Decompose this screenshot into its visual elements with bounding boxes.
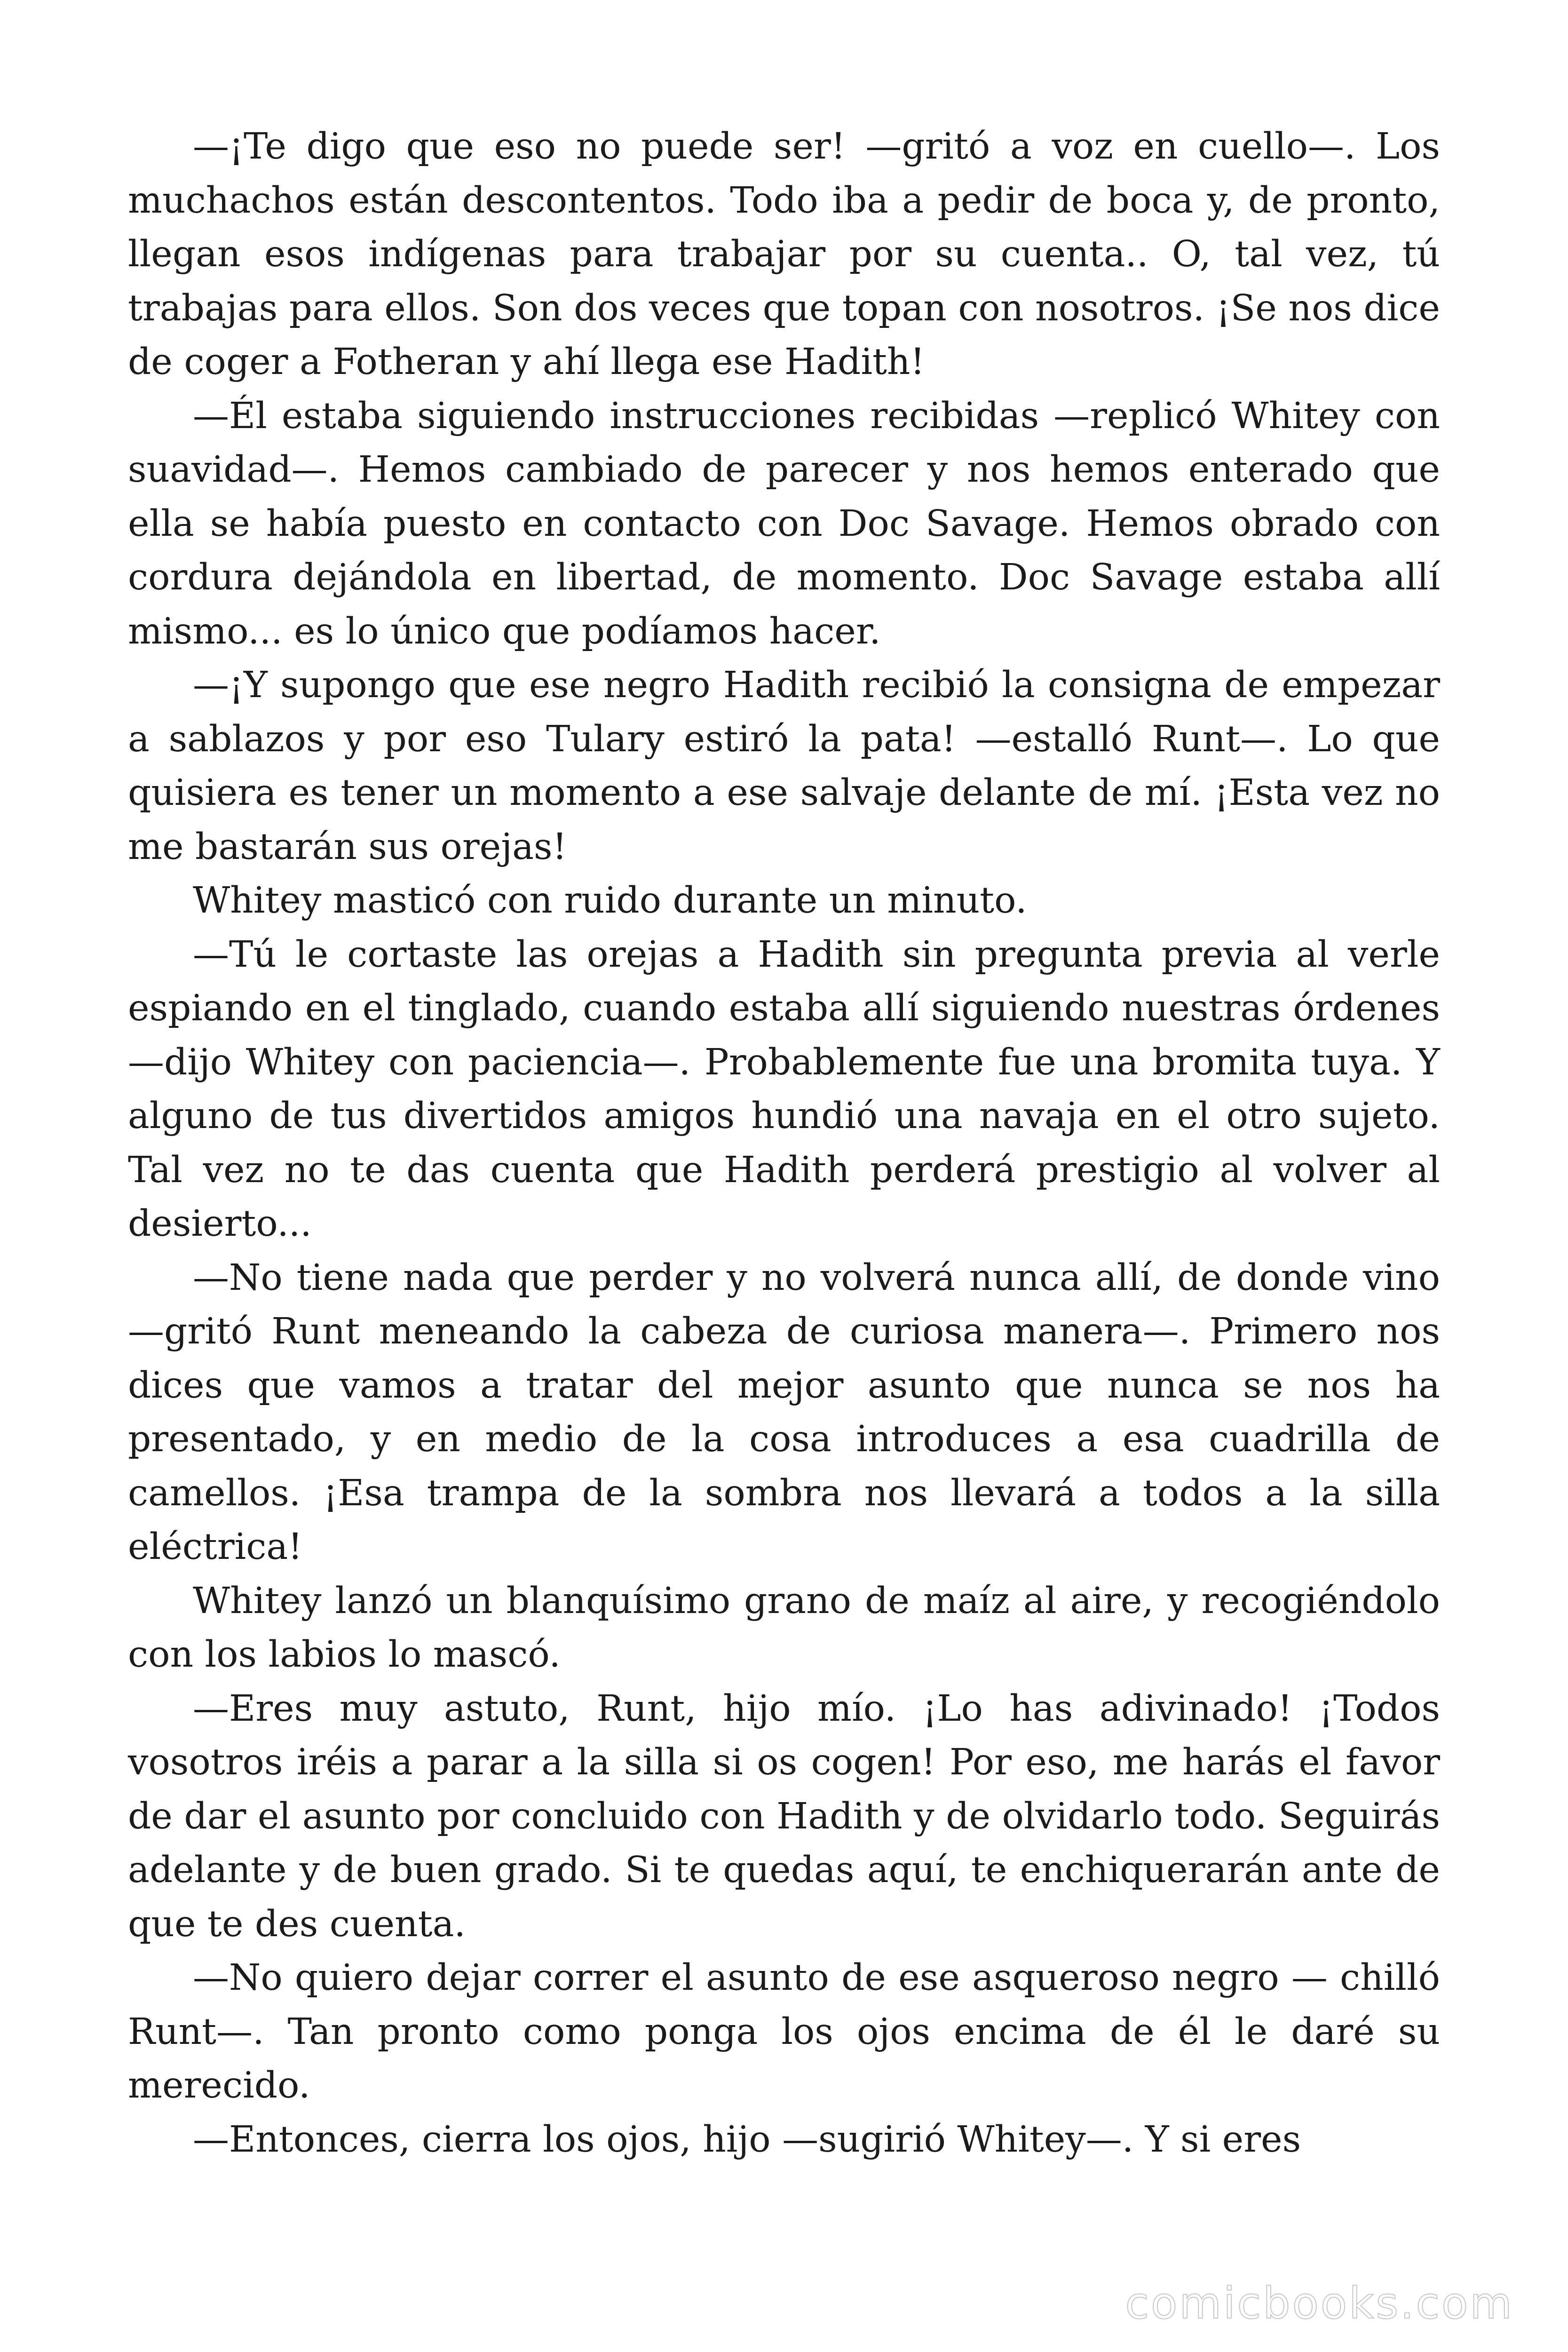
paragraph: Whitey masticó con ruido durante un minuto.	[193, 880, 1027, 922]
paragraph: —No quiero dejar correr el asunto de ese asqueroso negro — chilló Runt—. Tan pronto como ponga los ojos encima de él le daré su merecido.	[128, 1957, 1440, 2106]
body-text	[128, 120, 1440, 2167]
paragraph: Whitey lanzó un blanquísimo grano de maíz al aire, y recogiéndolo con los labios lo mascó.	[128, 1580, 1440, 1676]
paragraph: —Él estaba siguiendo instrucciones recibidas —replicó Whitey con suavidad—. Hemos cambiado de parecer y nos hemos enterado que ella se había puesto en contacto con Doc Savage. Hemos obrado con cordura dejándola en libertad, de momento. Doc Savage estaba allí mismo... es lo único que podíamos hacer.	[128, 395, 1440, 652]
paragraph: —Tú le cortaste las orejas a Hadith sin pregunta previa al verle espiando en el tinglado, cuando estaba allí siguiendo nuestras órdenes —dijo Whitey con paciencia—. Probablemente fue una bromita tuya. Y alguno de tus divertidos amigos hundió una navaja en el otro sujeto. Tal vez no te das cuenta que Hadith perderá prestigio al volver al desierto...	[128, 933, 1440, 1245]
watermark: comicbooks.com	[1125, 2278, 1514, 2328]
paragraph: —Entonces, cierra los ojos, hijo —sugirió Whitey—. Y si eres	[193, 2118, 1301, 2161]
paragraph: —Eres muy astuto, Runt, hijo mío. ¡Lo has adivinado! ¡Todos vosotros iréis a parar a la silla si os cogen! Por eso, me harás el favor de dar el asunto por concluido con Hadith y de olvidarlo todo. Seguirás adelante y de buen grado. Si te quedas aquí, te enchiquerarán ante de que te des cuenta.	[128, 1687, 1440, 1945]
paragraph: —¡Te digo que eso no puede ser! —gritó a voz en cuello—. Los muchachos están descontentos. Todo iba a pedir de boca y, de pronto, llegan esos indígenas para trabajar por su cuenta.. O, tal vez, tú trabajas para ellos. Son dos veces que topan con nosotros. ¡Se nos dice de coger a Fotheran y ahí llega ese Hadith!	[128, 126, 1440, 383]
paragraph: —No tiene nada que perder y no volverá nunca allí, de donde vino —gritó Runt meneando la cabeza de curiosa manera—. Primero nos dices que vamos a tratar del mejor asunto que nunca se nos ha presentado, y en medio de la cosa introduces a esa cuadrilla de camellos. ¡Esa trampa de la sombra nos llevará a todos a la silla eléctrica!	[128, 1256, 1440, 1568]
paragraph: —¡Y supongo que ese negro Hadith recibió la consigna de empezar a sablazos y por eso Tulary estiró la pata! —estalló Runt—. Lo que quisiera es tener un momento a ese salvaje delante de mí. ¡Esta vez no me bastarán sus orejas!	[128, 664, 1440, 868]
